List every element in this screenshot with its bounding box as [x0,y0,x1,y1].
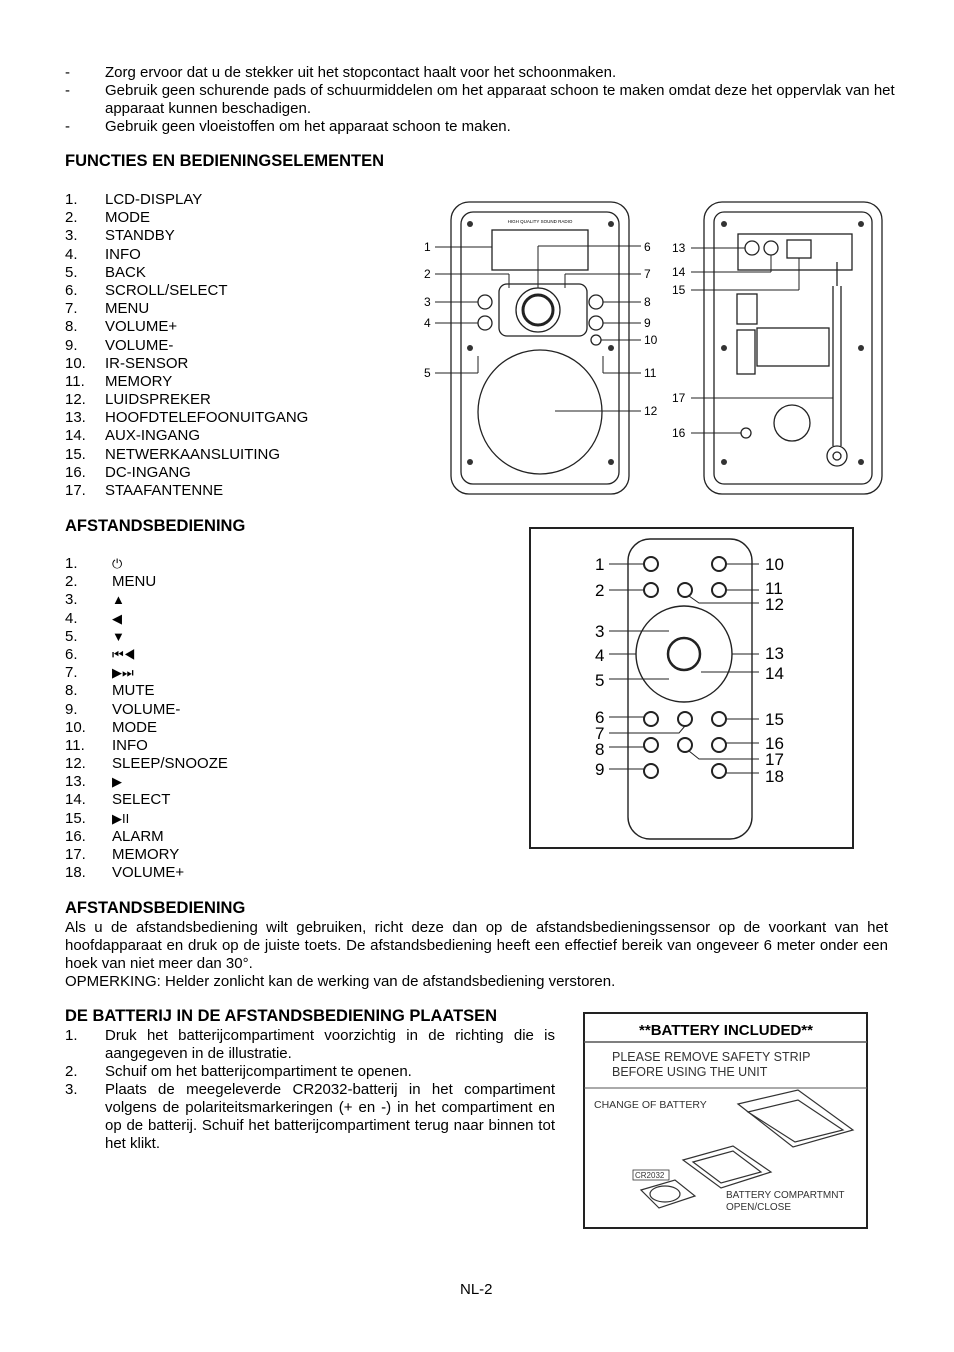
svg-text:14: 14 [765,664,784,683]
radio-front-inner [461,212,619,484]
bullet-text: Zorg ervoor dat u de stekker uit het stopcontact haalt voor het schoonmaken. [105,64,617,81]
list-item-label: MUTE [112,682,155,700]
svg-text:16: 16 [672,426,686,440]
list-item-number: 3. [65,227,78,245]
svg-text:5: 5 [595,671,605,690]
list-item [65,191,308,209]
list-item-label: SLEEP/SNOOZE [112,755,228,773]
svg-text:1: 1 [595,555,605,574]
list-item [65,446,308,464]
svg-text:8: 8 [644,295,651,309]
list-item-number: 7. [65,300,78,318]
svg-text:12: 12 [765,595,784,614]
page-number: NL-2 [460,1281,493,1298]
volume-minus-button-shape [589,316,603,330]
list-item-label: NETWERKAANSLUITING [105,445,281,463]
list-item-number: 15. [65,445,86,463]
dc-input-shape [741,428,751,438]
svg-text:12: 12 [644,404,658,418]
svg-text:2: 2 [595,581,605,600]
battery-step: 2. Schuif om het batterijcompartiment te openen. [65,1063,412,1080]
list-item [65,464,308,482]
bullet-item: - Zorg ervoor dat u de stekker uit het stopcontact haalt voor het schoonmaken. [65,64,895,82]
list-item-number: 16. [65,827,86,845]
list-item [65,791,228,809]
power-icon: ⏻ [112,556,123,571]
list-item-number: 17. [65,846,86,863]
list-item-label: VOLUME- [105,336,174,354]
remote-usage-paragraph [65,919,888,991]
list-item [65,846,228,864]
aux-jack-shape [764,241,778,255]
list-item [65,664,228,682]
list-item-number: 2. [65,209,78,227]
list-item-number: 11. [65,372,85,390]
list-item-label: INFO [112,736,148,754]
section-title-functies: FUNCTIES EN BEDIENINGSELEMENTEN [65,152,385,170]
list-item [65,373,308,391]
list-item [65,209,308,227]
remote-usage-text: Als u de afstandsbediening wilt gebruiken, richt deze dan op de afstandsbedieningssensor op de voorkant van het hoofdapparaat en druk op de juiste toets. De afstandsbediening heeft een effectief bereik van ongeveer 6 meter onder een hoek van niet meer dan 30°. [65,919,888,972]
list-item [65,282,308,300]
list-item-number: 7. [65,664,78,682]
list-item [65,227,308,245]
svg-text:1: 1 [424,240,431,254]
svg-text:7: 7 [644,267,651,281]
list-item-number: 17. [65,482,86,499]
lcd-display-shape [492,230,588,270]
list-item-label: HOOFDTELEFOONUITGANG [105,409,309,427]
skip-forward-icon: ▶⏭ [112,665,134,681]
remote-diagram [529,527,854,850]
standby-button-shape [478,295,492,309]
list-item-number: 12. [65,391,86,409]
battery-step: 1. Druk het batterijcompartiment voorzichtig in de richting die is aangegeven in de illustratie. [65,1027,555,1062]
svg-text:13: 13 [672,241,686,255]
svg-text:17: 17 [765,750,784,769]
list-item [65,300,308,318]
compartment-label-line2: OPEN/CLOSE [726,1202,792,1213]
list-item-label: ALARM [112,827,164,845]
list-item [65,828,228,846]
svg-text:9: 9 [595,760,605,779]
svg-text:11: 11 [765,579,783,598]
svg-text:16: 16 [765,734,784,753]
list-item-label: MODE [105,209,150,227]
navigation-ring-shape [636,606,732,702]
list-item-label: VOLUME+ [112,864,185,882]
arrow-right-icon: ▶ [112,774,122,790]
list-item [65,773,228,791]
list-item-number: 18. [65,864,86,882]
speaker-grille-shape [478,350,602,474]
list-item-number: 16. [65,463,86,481]
network-port-shape [787,240,811,258]
list-item-label: VOLUME- [112,700,181,718]
svg-text:13: 13 [765,644,784,663]
list-item [65,318,308,336]
svg-text:3: 3 [424,295,431,309]
list-item-number: 13. [65,773,86,791]
list-item [65,810,228,828]
list-item-label: MEMORY [112,846,180,863]
list-item [65,264,308,282]
list-item [65,701,228,719]
list-item-number: 4. [65,609,78,627]
battery-step: 3. Plaats de meegeleverde CR2032-batterij in het compartiment volgens de polariteitsmarkeringen (+ en -) in het compartiment en op de batterij. Schuif het batterijcompartiment terug naar binnen tot het klikt. [65,1081,555,1152]
list-item-label: MENU [112,573,157,591]
svg-text:4: 4 [595,646,605,665]
bullet-text: Gebruik geen vloeistoffen om het apparaat schoon te maken. [105,118,511,135]
list-item [65,555,228,573]
list-item-label: BACK [105,263,146,281]
arrow-down-icon: ▼ [112,628,125,644]
svg-text:17: 17 [672,391,686,405]
svg-text:15: 15 [672,283,686,297]
list-item-label: STAAFANTENNE [105,482,224,499]
bullet-text: Gebruik geen schurende pads of schuurmiddelen om het apparaat schoon te maken omdat deze het oppervlak van het apparaat kunnen beschadigen. [105,82,895,117]
svg-text:2: 2 [424,267,431,281]
arrow-left-icon: ◀ [112,610,122,626]
svg-text:3: 3 [595,622,605,641]
list-item-number: 6. [65,281,78,299]
intro-bullets [65,64,895,136]
list-item [65,682,228,700]
list-item [65,628,228,646]
list-item-label: AUX-INGANG [105,427,201,445]
compartment-label-line1: BATTERY COMPARTMNT [726,1190,845,1201]
list-item [65,591,228,609]
list-item [65,246,308,264]
svg-text:9: 9 [644,316,651,330]
list-item [65,610,228,628]
list-item-label: MENU [105,300,150,318]
list-item-label: IR-SENSOR [105,354,189,372]
svg-text:4: 4 [424,316,431,330]
list-item-label: LUIDSPREKER [105,391,211,409]
list-item [65,409,308,427]
list-item-number: 1. [65,555,78,572]
list-item-number: 14. [65,791,86,809]
headphone-jack-shape [745,241,759,255]
list-item-number: 9. [65,336,78,354]
list-item-number: 4. [65,245,78,263]
list-item-number: 13. [65,409,86,427]
battery-included-header: **BATTERY INCLUDED** [639,1022,813,1039]
arrow-up-icon: ▲ [112,592,125,608]
info-button-shape [478,316,492,330]
section-title-afstandsbediening: AFSTANDSBEDIENING [65,517,246,535]
list-item-label: VOLUME+ [105,318,178,336]
list-item-label: INFO [105,245,141,263]
list-item-number: 5. [65,627,78,645]
svg-text:14: 14 [672,265,686,279]
list-item-label: LCD-DISPLAY [105,191,203,208]
radio-diagram [415,196,890,498]
list-item-number: 10. [65,718,86,736]
svg-text:5: 5 [424,366,431,380]
volume-plus-button-shape [589,295,603,309]
list-item-label: MODE [112,718,157,736]
list-item-number: 1. [65,191,78,208]
list-item-label: STANDBY [105,227,175,245]
svg-text:6: 6 [644,240,651,254]
change-of-battery-label: CHANGE OF BATTERY [594,1099,707,1111]
list-item [65,337,308,355]
controls-list [65,191,308,500]
safety-strip-line2: BEFORE USING THE UNIT [612,1065,768,1079]
list-item [65,482,308,500]
svg-text:10: 10 [644,333,658,347]
svg-text:6: 6 [595,708,605,727]
list-item-number: 14. [65,427,86,445]
list-item [65,755,228,773]
list-item-number: 12. [65,755,86,773]
list-item-number: 9. [65,700,78,718]
list-item-number: 15. [65,809,86,827]
list-item-number: 5. [65,263,78,281]
list-item-number: 10. [65,354,86,372]
list-item [65,427,308,445]
remote-buttons-list [65,555,228,882]
bullet-item: - Gebruik geen vloeistoffen om het apparaat schoon te maken. [65,118,895,136]
cr2032-label: CR2032 [635,1171,665,1180]
list-item [65,573,228,591]
list-item-label: SELECT [112,791,171,809]
list-item [65,391,308,409]
svg-text:11: 11 [644,366,657,380]
bullet-item: - Gebruik geen schurende pads of schuurmiddelen om het apparaat schoon te maken omdat deze het oppervlak van het apparaat kunnen beschadigen. [65,82,895,117]
play-pause-icon: ▶II [112,810,130,826]
list-item-number: 8. [65,682,78,700]
list-item-label: MEMORY [105,372,173,390]
list-item-number: 6. [65,645,78,663]
list-item-number: 2. [65,573,78,591]
select-button-shape [668,638,700,670]
remote-frame [530,528,853,848]
list-item-label: DC-INGANG [105,463,191,481]
list-item-label: SCROLL/SELECT [105,281,228,299]
section-title-afstandsbediening-gebruik: AFSTANDSBEDIENING [65,899,246,917]
front-brand-text: HIGH QUALITY SOUND RADIO [507,219,573,224]
section-title-batterij: DE BATTERIJ IN DE AFSTANDSBEDIENING PLAATSEN [65,1007,498,1025]
svg-text:15: 15 [765,710,784,729]
remote-usage-note: OPMERKING: Helder zonlicht kan de werking van de afstandsbediening verstoren. [65,973,616,990]
list-item [65,719,228,737]
svg-text:10: 10 [765,555,784,574]
control-panel-shape [499,284,587,336]
list-item [65,737,228,755]
battery-steps [65,1027,555,1153]
radio-back-outline [704,202,882,494]
safety-strip-line1: PLEASE REMOVE SAFETY STRIP [612,1050,811,1064]
list-item-number: 3. [65,591,78,609]
list-item [65,646,228,664]
list-item-number: 8. [65,318,78,336]
svg-text:18: 18 [765,767,784,786]
svg-text:8: 8 [595,740,605,759]
ir-sensor-shape [591,335,601,345]
svg-text:7: 7 [595,724,605,743]
battery-illustration [583,1012,868,1230]
list-item [65,355,308,373]
skip-back-icon: ⏮◀ [112,646,136,662]
list-item-number: 11. [65,736,85,754]
list-item [65,864,228,882]
